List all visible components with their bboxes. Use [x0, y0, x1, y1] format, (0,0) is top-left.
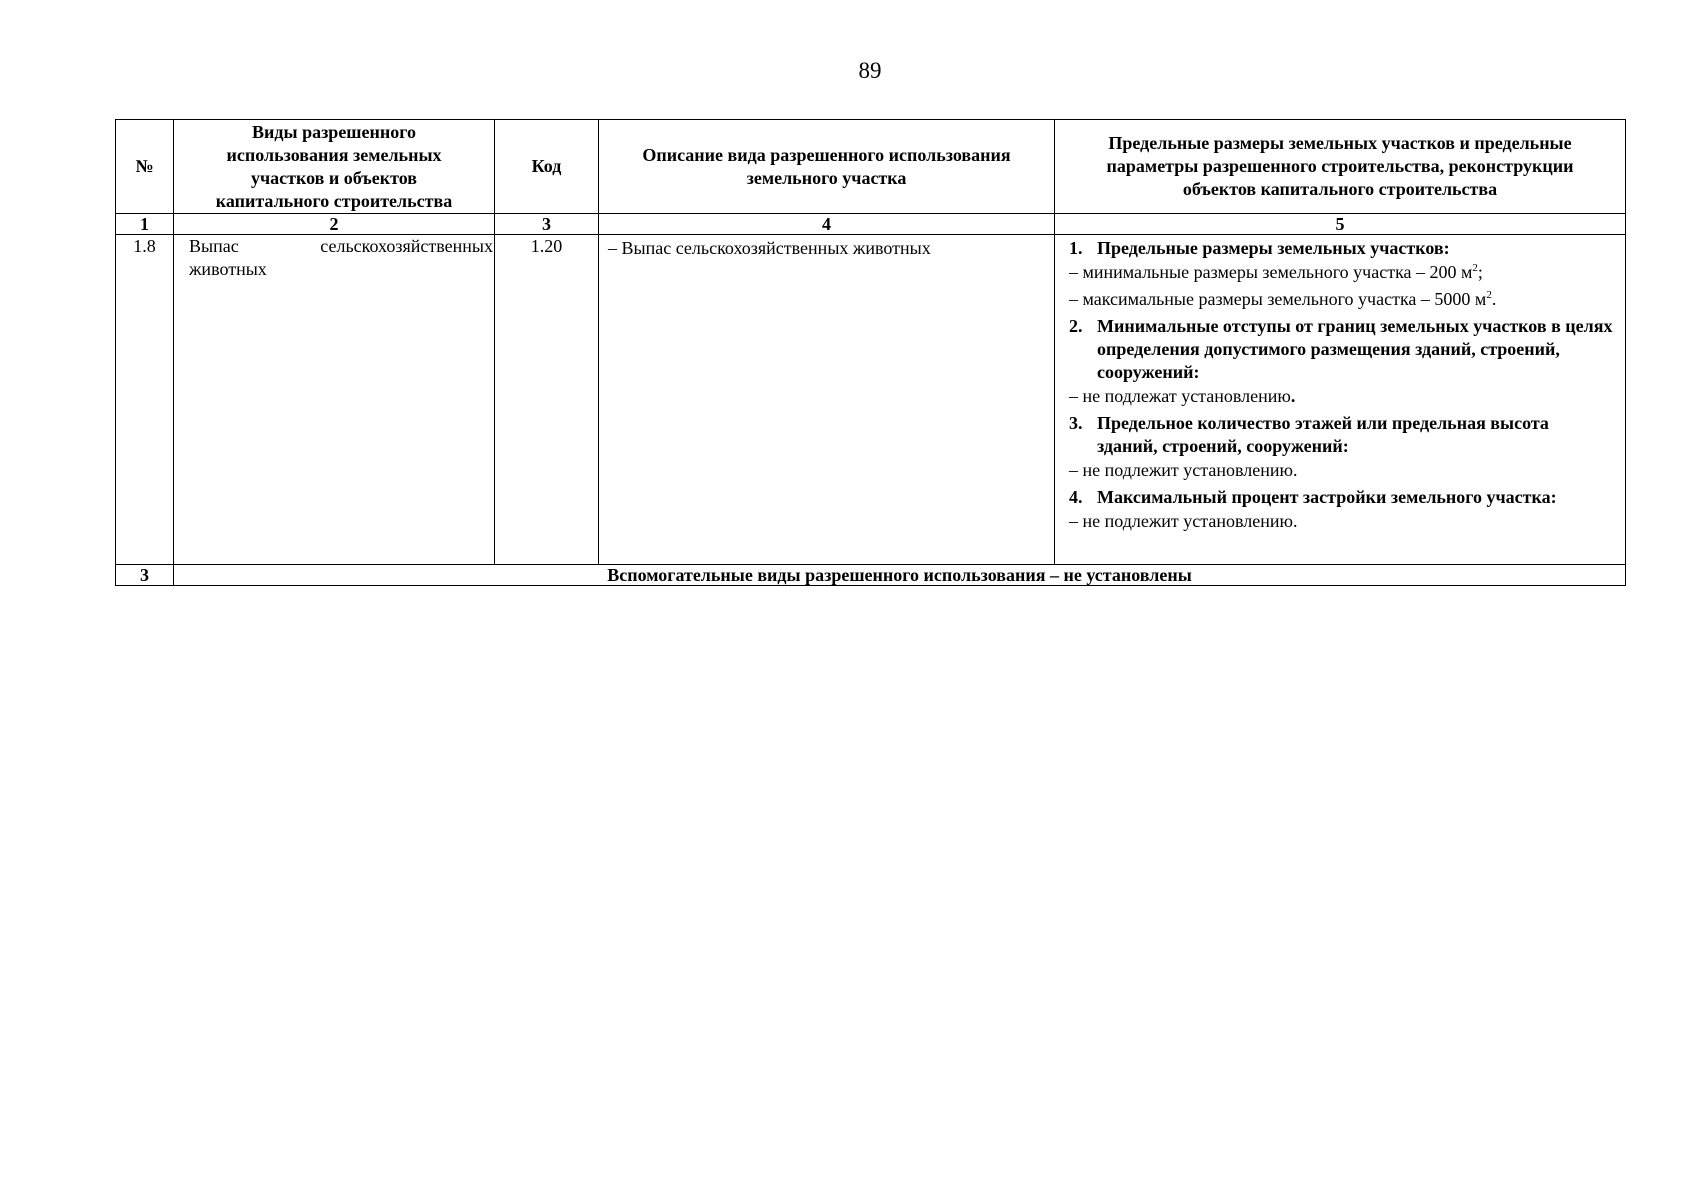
column-numbers-row: [116, 214, 1626, 235]
param-line-end: ;: [1477, 262, 1483, 282]
land-use-table: [115, 119, 1626, 586]
param-title-text: Максимальный процент застройки земельного участка:: [1097, 487, 1557, 507]
param-line: [1069, 288, 1613, 311]
header-description: Описание вида разрешенного использования земельного участка: [599, 120, 1055, 214]
row-number: 1.8: [116, 235, 174, 565]
param-number: 1.: [1069, 238, 1083, 258]
table-row: [116, 235, 1626, 565]
table-header-row: [116, 120, 1626, 214]
use-type-word-2: сельскохозяйственных: [320, 236, 493, 256]
use-type-word-3: животных: [189, 259, 267, 279]
param-block-1: [1069, 237, 1613, 313]
param-line-end: .: [1491, 289, 1497, 309]
param-block-3: [1069, 412, 1613, 484]
param-title-text: Предельные размеры земельных участков:: [1097, 238, 1450, 258]
footer-number: 3: [116, 565, 174, 586]
row-use-type: [174, 235, 495, 565]
use-type-word-1: Выпас: [189, 236, 239, 256]
param-title: [1069, 237, 1613, 260]
param-line-text: – максимальные размеры земельного участка – 5000 м: [1069, 289, 1487, 309]
param-number: 4.: [1069, 487, 1083, 507]
row-description: – Выпас сельскохозяйственных животных: [599, 235, 1055, 565]
param-line-text: – минимальные размеры земельного участка – 200 м: [1069, 262, 1473, 282]
param-title-text: Предельное количество этажей или предельная высота зданий, строений, сооружений:: [1097, 413, 1549, 456]
param-block-4: [1069, 486, 1613, 535]
column-number: 4: [599, 214, 1055, 235]
param-number: 2.: [1069, 316, 1083, 336]
header-code: Код: [495, 120, 599, 214]
footer-text: Вспомогательные виды разрешенного использования – не установлены: [174, 565, 1626, 586]
param-line-end: .: [1290, 386, 1296, 406]
param-title: [1069, 315, 1613, 384]
param-number: 3.: [1069, 413, 1083, 433]
auxiliary-uses-row: [116, 565, 1626, 586]
param-line: [1069, 261, 1613, 284]
column-number: 2: [174, 214, 495, 235]
param-title: [1069, 412, 1613, 458]
header-number: №: [116, 120, 174, 214]
superscript: 2: [1472, 262, 1478, 274]
param-title: [1069, 486, 1613, 509]
param-line-text: – не подлежит установлению.: [1069, 511, 1298, 531]
header-limits: Предельные размеры земельных участков и предельные параметры разрешенного строительства, реконструкции объектов капитального строительства: [1055, 120, 1626, 214]
param-title-text: Минимальные отступы от границ земельных участков в целях определения допустимого размещения зданий, строений, сооружений:: [1097, 316, 1613, 382]
param-line: [1069, 510, 1613, 533]
header-use-type: Виды разрешенного использования земельных участков и объектов капитального строительства: [174, 120, 495, 214]
column-number: 5: [1055, 214, 1626, 235]
param-line-text: – не подлежат установлению: [1069, 386, 1291, 406]
column-number: 3: [495, 214, 599, 235]
column-number: 1: [116, 214, 174, 235]
param-block-2: [1069, 315, 1613, 410]
param-line: [1069, 385, 1613, 408]
row-code: 1.20: [495, 235, 599, 565]
param-line-text: – не подлежит установлению.: [1069, 460, 1298, 480]
superscript: 2: [1486, 289, 1492, 301]
param-line: [1069, 459, 1613, 482]
page-number: 89: [858, 58, 882, 83]
row-limits: [1055, 235, 1626, 565]
